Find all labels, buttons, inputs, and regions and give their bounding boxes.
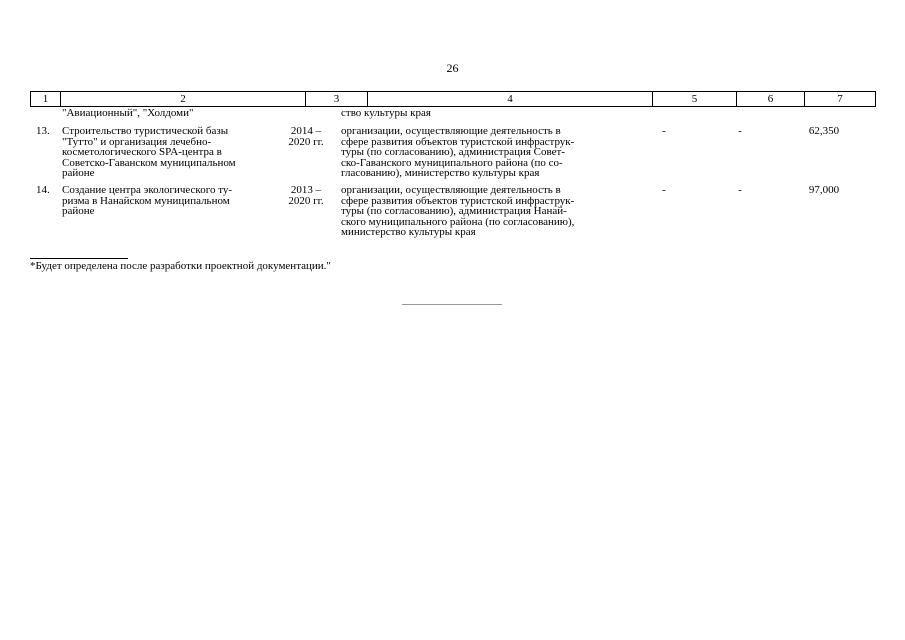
- continuation-executor: ство культуры края: [341, 107, 431, 119]
- row-13-name-line: косметологического SPA-центра в: [62, 146, 222, 158]
- row-13-name-line: Советско-Гаванском муниципальном: [62, 156, 236, 169]
- row-14-executor-line: министерство культуры края: [341, 226, 476, 238]
- table-header-row: [30, 91, 876, 107]
- row-13-period: [276, 126, 336, 147]
- header-col-2: 2: [61, 92, 306, 106]
- row-14-executor-line: организации, осуществляющие деятельность в: [341, 184, 561, 196]
- row-14-executor: [341, 185, 621, 238]
- row-14-name-line: Создание центра экологического ту-: [62, 184, 233, 196]
- header-col-7: 7: [837, 93, 843, 105]
- end-divider: [402, 304, 502, 305]
- row-13-name-line: "Тутто" и организация лечебно-: [62, 135, 212, 148]
- continuation-name: "Авиационный", "Холдоми": [62, 107, 194, 119]
- row-13-col7: 62,350: [808, 125, 840, 137]
- row-13-period-line: 2020 гг.: [288, 135, 324, 148]
- header-col-3: 3: [306, 92, 368, 106]
- row-14-number: 14.: [36, 184, 50, 196]
- page-number: 26: [446, 61, 459, 75]
- row-14-col6: -: [738, 184, 742, 196]
- row-14-executor-line: туры (по согласованию), администрация Нанай-: [341, 205, 567, 217]
- row-14-period: [276, 185, 336, 206]
- row-13-name-line: Строительство туристической базы: [62, 125, 229, 137]
- row-13-executor-line: ско-Гаванского муниципального района (по со-: [341, 156, 563, 169]
- row-14-name-line: районе: [62, 205, 95, 217]
- row-13-name-line: районе: [62, 167, 95, 179]
- row-14-period-line: 2013 –: [290, 184, 322, 196]
- row-13-executor: [341, 126, 621, 179]
- header-col-6: 6: [737, 92, 805, 106]
- header-col-1: 1: [31, 92, 61, 106]
- footnote-text: *Будет определена после разработки проектной документации.": [30, 260, 331, 272]
- row-13-executor-line: сфере развития объектов туристской инфраструк-: [341, 135, 575, 148]
- row-14-col5: -: [662, 184, 666, 196]
- row-13-period-line: 2014 –: [290, 125, 322, 137]
- row-13-name: [62, 126, 270, 179]
- row-13-executor-line: организации, осуществляющие деятельность в: [341, 125, 561, 137]
- row-13-number: 13.: [36, 125, 50, 137]
- row-13-col6: -: [738, 125, 742, 137]
- row-14-period-line: 2020 гг.: [288, 194, 324, 207]
- footnote-divider: [30, 258, 128, 259]
- row-13-executor-line: гласованию), министерство культуры края: [341, 167, 540, 179]
- header-col-4: 4: [368, 92, 653, 106]
- row-13-executor-line: туры (по согласованию), администрация Совет-: [341, 146, 565, 158]
- header-col-5: 5: [653, 92, 737, 106]
- row-14-col7: 97,000: [808, 184, 840, 196]
- row-14-name-line: ризма в Нанайском муниципальном: [62, 194, 230, 207]
- row-13-col5: -: [662, 125, 666, 137]
- row-14-executor-line: ского муниципального района (по согласованию),: [341, 215, 575, 228]
- row-14-executor-line: сфере развития объектов туристской инфраструк-: [341, 194, 575, 207]
- row-14-name: [62, 185, 270, 217]
